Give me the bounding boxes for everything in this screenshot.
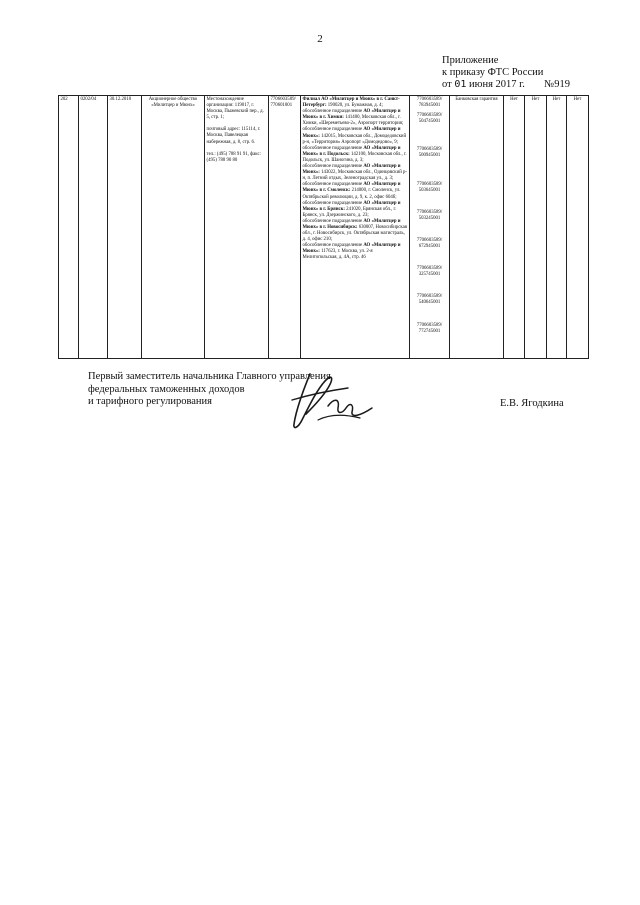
order-number-prefix: №	[544, 79, 555, 90]
order-from-prefix: от	[442, 79, 452, 90]
row-flag-3: Нет	[547, 96, 567, 359]
row-inn: 7706603589/ 770601001	[269, 96, 301, 359]
handwritten-signature-icon	[282, 358, 392, 438]
branch-item: обособленное подразделение АО «Милитцер и Мюнх» в г. Новосибирск: 630007, Новосибирская обл., г. Новосибирск, ул. Октябрьская магистраль, д. 4, офис 210;	[302, 218, 407, 243]
branch-inn: 7706603589/ 672945001	[416, 237, 443, 250]
row-org-name: Акционерное общество «Милитцер и Мюнх»	[142, 96, 205, 359]
registry-table	[58, 95, 589, 359]
row-flag-1: Нет	[504, 96, 525, 359]
branch-inn: 7706603589/ 503645001	[416, 181, 443, 193]
branch-inn: 7706603589/ 503245001	[416, 209, 443, 221]
table-row	[59, 96, 589, 359]
legal-address: Местонахождение организации: 119017, г. Москва, Пыжевский пер., д. 5, стр. 1;	[206, 97, 264, 121]
signatory-title-line-1: Первый заместитель начальника Главного управления	[88, 371, 331, 382]
row-branch-inns	[410, 96, 450, 359]
branch-item: обособленное подразделение АО «Милитцер и Мюнх»: 117623, г. Москва, ул. 2-я Мелитопольская, д. 4А, стр. 46	[302, 243, 401, 261]
row-number: 202	[59, 96, 79, 359]
branch-inn: 7706603589/ 783945001	[416, 97, 443, 109]
appendix-order-ref: к приказу ФТС России	[442, 67, 544, 78]
branch-inn: 7706603589/ 540645001	[416, 294, 443, 306]
signatory-title-line-2: федеральных таможенных доходов	[88, 383, 245, 395]
appendix-order-date	[442, 79, 570, 91]
contact-phones: тел.: (495) 788 91 91, факс: (495) 788 90 80	[206, 151, 261, 163]
page-number: 2	[317, 33, 323, 45]
row-flag-4: Нет	[567, 96, 589, 359]
row-branches	[301, 96, 410, 359]
branch-item: обособленное подразделение АО «Милитцер и Мюнх» в г. Химки: 141400, Московская обл., г. Химки, «Шереметьево-2», Аэропорт территория;	[302, 109, 404, 127]
row-flag-2: Нет	[525, 96, 547, 359]
branch-item: обособленное подразделение АО «Милитцер и Мюнх»: 142015, Московская обл., Домодедовский р-н, «Территория» Аэропорт «Домодедово», 9;	[302, 127, 407, 145]
branch-inn: 7706603589/ 500945001	[416, 147, 443, 159]
branch-item: обособленное подразделение АО «Милитцер и Мюнх» в г. Смоленск: 214000, г. Смоленск, ул. Октябрьской революции, д. 9, к. 2, офис 604б;	[302, 182, 401, 200]
postal-address: почтовый адрес: 115114, г. Москва, Павелецкая набережная, д. 8, стр. 6.	[206, 127, 261, 145]
appendix-title: Приложение	[442, 55, 499, 66]
order-day: 01	[454, 79, 467, 90]
branch-inn: 7706603589/ 504745001	[416, 113, 443, 125]
branch-item: обособленное подразделение АО «Милитцер и Мюнх» в г. Брянск: 241020, Брянская обл., г. Брянск, ул. Дзержинского, д. 23;	[302, 200, 401, 218]
branch-item: обособленное подразделение АО «Милитцер и Мюнх» в г. Подольск: 142100, Московская обл., г. Подольск, ул. Шаногина, д. 3;	[302, 145, 407, 163]
row-guarantee: Банковская гарантия	[450, 96, 504, 359]
signatory-name: Е.В. Ягодкина	[500, 398, 564, 409]
branch-item: обособленное подразделение АО «Милитцер и Мюнх»: 143022, Московская обл., Одинцовский р-н, п. Летний отдых, Зеленоградская ул., д. 3;	[302, 164, 407, 182]
branch-item: Филиал АО «Милитцер и Мюнх» в г. Санкт-Петербург: 190020, ул. Бумажная, д. 4;	[302, 97, 400, 109]
signatory-title-line-3: и тарифного регулирования	[88, 396, 212, 407]
order-month-year: июня 2017 г.	[469, 79, 525, 90]
branch-inn: 7706603589/ 772745001	[416, 322, 443, 334]
row-date: 30.12.2010	[108, 96, 142, 359]
order-number: 919	[554, 79, 570, 90]
appendix-header	[442, 55, 570, 91]
row-reg-number: 0202/04	[79, 96, 108, 359]
row-addresses	[205, 96, 269, 359]
branch-inn: 7706603589/ 325745001	[416, 266, 443, 278]
